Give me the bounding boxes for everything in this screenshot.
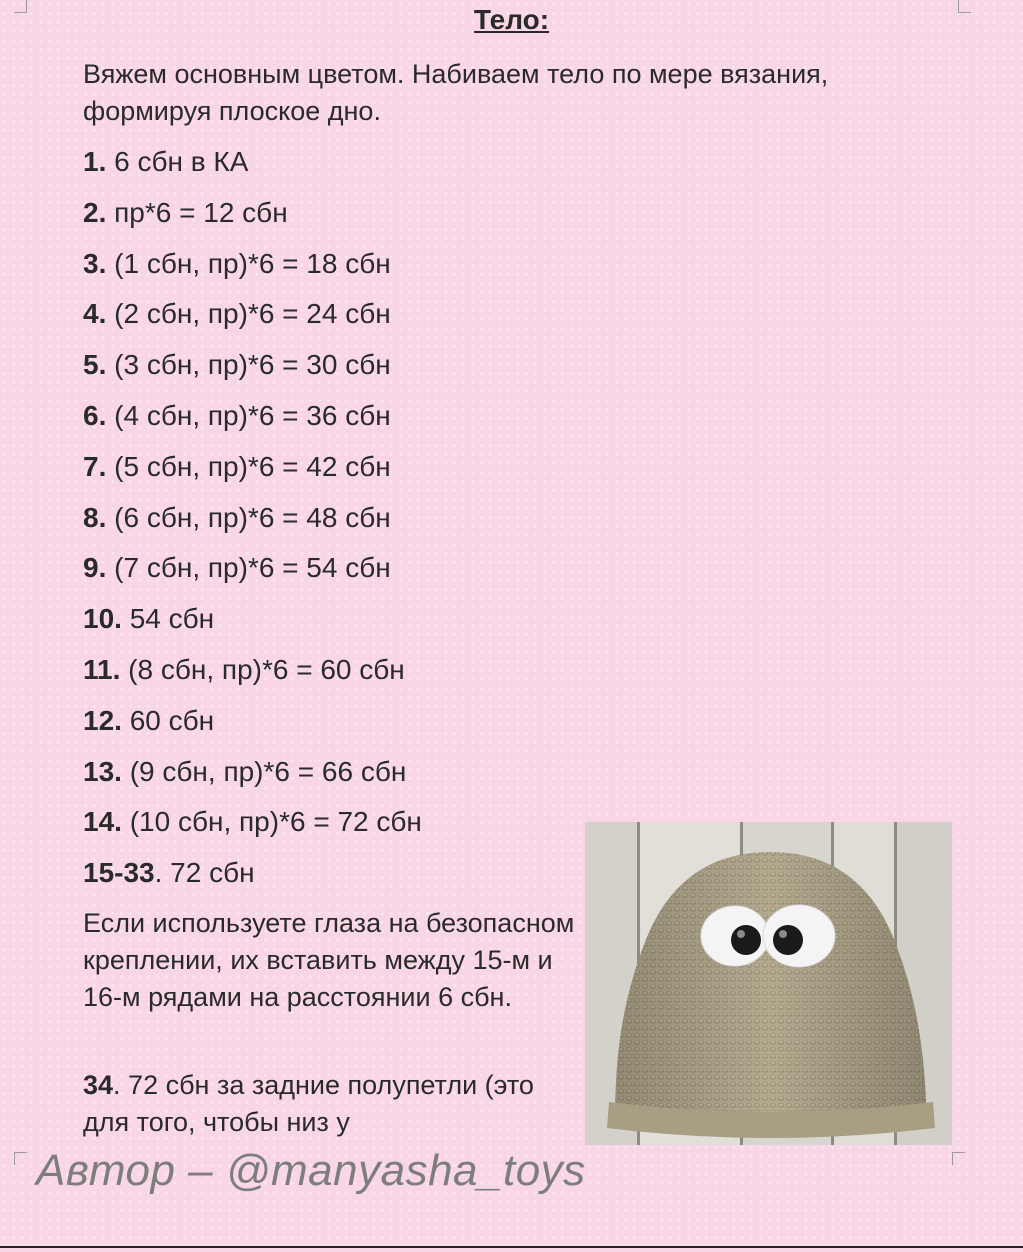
row-item bbox=[83, 546, 603, 597]
row-number: 14. bbox=[83, 806, 122, 838]
row-text: (10 сбн, пр)*6 = 72 сбн bbox=[121, 806, 422, 838]
author-watermark: Автор – @manyasha_toys bbox=[36, 1146, 586, 1195]
row-item bbox=[83, 242, 603, 293]
row-text: 6 сбн в КА bbox=[106, 146, 249, 177]
row-item bbox=[83, 699, 603, 750]
row-number: 9. bbox=[83, 552, 107, 584]
bottom-divider bbox=[0, 1246, 1023, 1248]
row-text: 54 сбн bbox=[121, 603, 215, 635]
row-number: 7. bbox=[83, 450, 107, 482]
row-number: 3. bbox=[83, 247, 107, 279]
row-number: 5. bbox=[83, 349, 107, 381]
row-item bbox=[83, 445, 603, 496]
row-list bbox=[83, 140, 603, 902]
row-text: . 72 сбн bbox=[154, 857, 255, 889]
row-text: (4 сбн, пр)*6 = 36 сбн bbox=[106, 399, 391, 431]
row-number: 34 bbox=[83, 1070, 114, 1100]
row-text: (5 сбн, пр)*6 = 42 сбн bbox=[106, 450, 391, 482]
row-text: (3 сбн, пр)*6 = 30 сбн bbox=[106, 349, 391, 381]
row-number: 2. bbox=[83, 196, 107, 228]
row-number: 10. bbox=[83, 603, 122, 635]
row-item bbox=[83, 800, 603, 851]
crop-mark bbox=[952, 1152, 965, 1165]
row-text: (8 сбн, пр)*6 = 60 сбн bbox=[120, 653, 405, 685]
row-number: 13. bbox=[83, 755, 122, 787]
row-item bbox=[83, 648, 603, 699]
row-number: 11. bbox=[83, 653, 121, 685]
row-text: (2 сбн, пр)*6 = 24 сбн bbox=[106, 298, 391, 330]
row-number: 15-33 bbox=[83, 857, 155, 889]
row-item bbox=[83, 750, 603, 801]
row-item bbox=[83, 191, 603, 242]
eyes-note: Если используете глаза на безопасном креплении, их вставить между 15-м и 16-м рядами на расстоянии 6 сбн. bbox=[83, 908, 575, 1012]
crochet-photo bbox=[585, 822, 952, 1145]
row-text: (6 сбн, пр)*6 = 48 сбн bbox=[106, 501, 391, 533]
row-text: 60 сбн bbox=[121, 704, 215, 736]
row-item bbox=[83, 597, 603, 648]
row-number: 6. bbox=[83, 399, 107, 431]
crochet-body-illustration bbox=[585, 822, 952, 1145]
row-item bbox=[83, 496, 603, 547]
row-text: (7 сбн, пр)*6 = 54 сбн bbox=[106, 552, 391, 584]
row-text: пр*6 = 12 сбн bbox=[106, 196, 288, 228]
row-number: 4. bbox=[83, 298, 107, 330]
row-item bbox=[83, 292, 603, 343]
row-item bbox=[83, 140, 603, 191]
row-item bbox=[83, 394, 603, 445]
crop-mark bbox=[14, 1152, 27, 1165]
intro-paragraph: Вяжем основным цветом. Набиваем тело по мере вязания, формируя плоское дно. bbox=[83, 59, 829, 126]
row-number: 1. bbox=[83, 146, 107, 177]
row-number: 8. bbox=[83, 501, 107, 533]
row-item bbox=[83, 343, 603, 394]
section-title: Тело: bbox=[473, 4, 550, 35]
row-item-last bbox=[83, 1067, 583, 1141]
row-number: 12. bbox=[83, 704, 122, 736]
row-text: (1 сбн, пр)*6 = 18 сбн bbox=[106, 247, 391, 279]
row-item bbox=[83, 851, 603, 902]
row-text: (9 сбн, пр)*6 = 66 сбн bbox=[121, 755, 407, 787]
row-text: . 72 сбн за задние полупетли (это для того, чтобы низ у bbox=[83, 1070, 534, 1137]
